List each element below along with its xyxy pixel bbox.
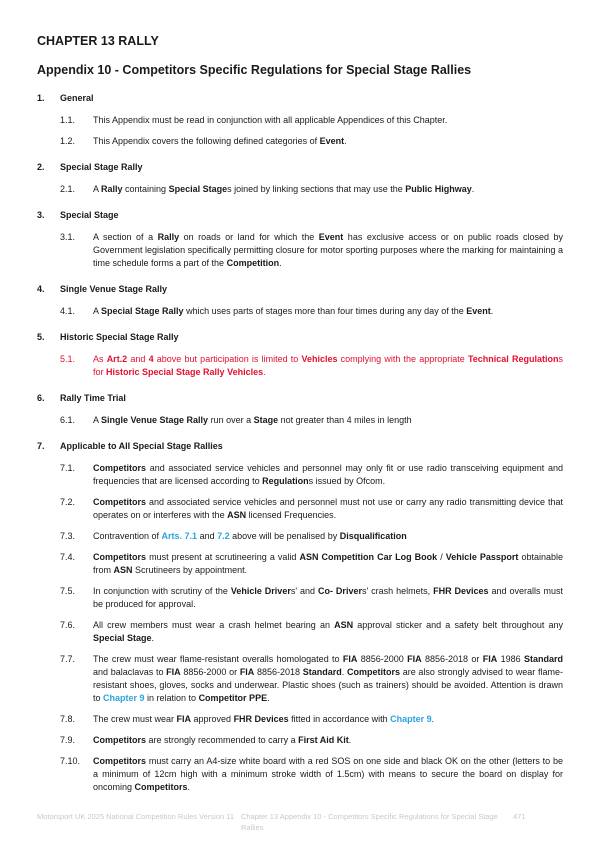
clause (60, 135, 563, 148)
text-run: which uses parts of stages more than four times during any day of the (183, 306, 467, 316)
text-run: . (431, 714, 435, 724)
clause-text (93, 353, 563, 379)
text-run: and (127, 354, 149, 364)
text-run: A (93, 306, 102, 316)
text-run: on roads or land for which the (179, 232, 319, 242)
text-run: This Appendix must be read in conjunction with all applicable Appendices of this Chapter. (93, 115, 448, 125)
clause (60, 653, 563, 705)
section-title: Rally Time Trial (60, 393, 126, 403)
clause-number: 7.9. (60, 735, 76, 745)
clause-text (93, 734, 563, 747)
section (37, 331, 563, 379)
defined-term: Regulation (262, 476, 309, 486)
defined-term: Special Stage (93, 633, 152, 643)
text-run: 8856-2018 (254, 667, 303, 677)
cross-reference-link[interactable]: Arts. 7.1 (161, 531, 198, 541)
defined-term: Event (318, 232, 344, 242)
defined-term: Competition (226, 258, 280, 268)
section-number: 5. (37, 332, 45, 342)
clause-number: 6.1. (60, 415, 76, 425)
defined-term: 4 (148, 354, 154, 364)
clause-number: 7.4. (60, 552, 76, 562)
text-run: are strongly recommended to carry a (146, 735, 299, 745)
clause (60, 530, 563, 543)
clause (60, 114, 563, 127)
section-number: 6. (37, 393, 45, 403)
defined-term: Competitors (93, 552, 147, 562)
clause-number: 7.8. (60, 714, 76, 724)
section-title: Historic Special Stage Rally (60, 332, 179, 342)
defined-term: Competitors (93, 497, 147, 507)
text-run: . (187, 782, 191, 792)
section-number: 7. (37, 441, 45, 451)
clause (60, 755, 563, 794)
section-number: 3. (37, 210, 45, 220)
defined-term: Rally (101, 184, 123, 194)
clause-number: 3.1. (60, 232, 76, 242)
section (37, 283, 563, 318)
defined-term: Event (466, 306, 491, 316)
text-run: s joined by linking sections that may use the (227, 184, 406, 194)
defined-term: FIA (239, 667, 255, 677)
section (37, 209, 563, 270)
defined-term: Vehicle Driver (230, 586, 291, 596)
defined-term: FIA (482, 654, 498, 664)
text-run: approved (191, 714, 234, 724)
defined-term: FIA (407, 654, 422, 664)
defined-term: Competitor PPE (198, 693, 268, 703)
text-run: and associated service vehicles and personnel may only fit or use radio transceiving equipment and frequencies that are licensed according to (93, 463, 563, 486)
text-run: s' crash helmets, (361, 586, 434, 596)
document-page (37, 34, 563, 802)
clause (60, 585, 563, 611)
section-title: Special Stage Rally (60, 162, 143, 172)
text-run: The crew must wear flame-resistant overalls homologated to (93, 654, 343, 664)
clause-number: 7.3. (60, 531, 76, 541)
clause (60, 619, 563, 645)
text-run: are also strongly advised to wear flame-resistant shoes, gloves, socks and underwear. Plastic shoes (such as trainers) should be avoided. Attention is drawn to (93, 667, 563, 703)
defined-term: Disqualification (339, 531, 407, 541)
defined-term: FHR Devices (433, 586, 489, 596)
defined-term: Standard (302, 667, 342, 677)
clause-text (93, 496, 563, 522)
section-heading (37, 331, 563, 344)
defined-term: First Aid Kit (298, 735, 349, 745)
chapter-title: CHAPTER 13 RALLY (37, 34, 159, 48)
text-run: In conjunction with scrutiny of the (93, 586, 231, 596)
text-run: 8856-2000 (357, 654, 408, 664)
section-heading (37, 440, 563, 453)
defined-term: FIA (342, 654, 358, 664)
defined-term: ASN (227, 510, 247, 520)
text-run: obtainable from (93, 552, 563, 575)
text-run: The crew must wear (93, 714, 177, 724)
defined-term: Standard (524, 654, 564, 664)
text-run: and (197, 531, 218, 541)
section-heading (37, 209, 563, 222)
cross-reference-link[interactable]: 7.2 (217, 531, 230, 541)
defined-term: Competitors (93, 735, 147, 745)
text-run: approval sticker and a safety belt throughout any (353, 620, 563, 630)
text-run: A (93, 184, 102, 194)
text-run: s' and (290, 586, 318, 596)
section (37, 161, 563, 196)
defined-term: Stage (253, 415, 279, 425)
text-run: 8856-2000 or (180, 667, 240, 677)
text-run: must present at scrutineering a valid (146, 552, 300, 562)
clause (60, 734, 563, 747)
text-run: . (279, 258, 282, 268)
text-run: s for (93, 354, 563, 377)
text-run: 8856-2018 or (421, 654, 483, 664)
text-run: must carry an A4-size white board with a red SOS on one side and black OK on the other (letters to be a minimum of 12cm high with a minimum stroke width of 1.5cm) with means to secure the board on display for oncoming (93, 756, 563, 792)
footer-publication: Motorsport UK 2025 National Competition Rules Version 11 (37, 812, 235, 821)
text-run: . (348, 735, 352, 745)
clause-text (93, 619, 563, 645)
clause (60, 305, 563, 318)
text-run: Scrutineers by appointment. (132, 565, 248, 575)
clause (60, 496, 563, 522)
clause-number: 7.10. (60, 756, 81, 766)
section (37, 92, 563, 148)
text-run: has exclusive access or on public roads closed by Government legislation specifically permitting closure for motor sporting purposes where the marking for maintaining a time schedule forms a part of the (93, 232, 564, 268)
defined-term: FHR Devices (233, 714, 289, 724)
defined-term: Single Venue Stage Rally (101, 415, 209, 425)
text-run: and associated service vehicles and personnel must not use or carry any radio transmitting device that operates on or interferes with the (93, 497, 563, 520)
text-run: complying with the appropriate (337, 354, 468, 364)
section (37, 392, 563, 427)
clause-number: 7.5. (60, 586, 76, 596)
text-run: licensed Frequencies. (246, 510, 337, 520)
text-run: in relation to (144, 693, 199, 703)
clause-text (93, 414, 563, 427)
defined-term: Technical Regulation (467, 354, 559, 364)
defined-term: ASN (334, 620, 354, 630)
defined-term: ASN (113, 565, 133, 575)
defined-term: Special Stage (168, 184, 228, 194)
section-title: Applicable to All Special Stage Rallies (60, 441, 223, 451)
defined-term: Competitors (93, 463, 147, 473)
footer-page-number: 471 (513, 812, 526, 821)
clause-text (93, 135, 563, 148)
clause-text (93, 462, 563, 488)
defined-term: Vehicles (301, 354, 338, 364)
clause (60, 414, 563, 427)
clause-number: 7.1. (60, 463, 76, 473)
text-run: All crew members must wear a crash helmet bearing an (93, 620, 335, 630)
defined-term: Competitors (346, 667, 400, 677)
clause-text (93, 114, 563, 127)
section-heading (37, 392, 563, 405)
defined-term: Special Stage Rally (101, 306, 184, 316)
text-run: and overalls must be produced for approval. (93, 586, 563, 609)
clause-number: 4.1. (60, 306, 76, 316)
clause-number: 7.2. (60, 497, 76, 507)
clause (60, 183, 563, 196)
clause-text (93, 653, 563, 705)
section-heading (37, 92, 563, 105)
text-run: containing (122, 184, 169, 194)
section-heading (37, 161, 563, 174)
section-title: Special Stage (60, 210, 119, 220)
clause (60, 462, 563, 488)
section-number: 1. (37, 93, 45, 103)
section-number: 4. (37, 284, 45, 294)
text-run: above will be penalised by (229, 531, 340, 541)
text-run: As (93, 354, 107, 364)
defined-term: Public Highway (405, 184, 472, 194)
cross-reference-link[interactable]: Chapter 9 (103, 693, 145, 703)
clause (60, 551, 563, 577)
clause-text (93, 713, 563, 726)
text-run: above but participation is limited to (153, 354, 302, 364)
defined-term: Competitors (93, 756, 147, 766)
text-run: 1986 (497, 654, 524, 664)
page-footer (37, 811, 563, 833)
clause-number: 1.1. (60, 115, 76, 125)
section-title: General (60, 93, 94, 103)
clause (60, 231, 563, 270)
defined-term: ASN Competition Car Log Book (299, 552, 438, 562)
text-run: This Appendix covers the following defined categories of (93, 136, 320, 146)
defined-term: Event (319, 136, 345, 146)
section-title: Single Venue Stage Rally (60, 284, 168, 294)
sections (37, 92, 563, 794)
text-run: . (490, 306, 494, 316)
clause-text (93, 530, 563, 543)
appendix-title: Appendix 10 - Competitors Specific Regulations for Special Stage Rallies (37, 63, 472, 77)
cross-reference-link[interactable]: Chapter 9 (390, 714, 432, 724)
footer-chapter: Chapter 13 Appendix 10 - Competitors Specific Regulations for Special Stage Rallies (241, 812, 498, 832)
defined-term: FIA (176, 714, 192, 724)
defined-term: FIA (166, 667, 181, 677)
text-run: . (341, 667, 347, 677)
defined-term: Art.2 (106, 354, 128, 364)
section-heading (37, 283, 563, 296)
text-run: . (344, 136, 347, 146)
text-run: Contravention of (93, 531, 162, 541)
defined-term: Co- Driver (317, 586, 362, 596)
clause-text (93, 305, 563, 318)
clause-text (93, 551, 563, 577)
clause-text (93, 755, 563, 794)
clause (60, 353, 563, 379)
clause-text (93, 585, 563, 611)
text-run: A section of a (93, 232, 158, 242)
clause-number: 7.6. (60, 620, 76, 630)
text-run: . (471, 184, 475, 194)
clause-number: 7.7. (60, 654, 76, 664)
clause-number: 1.2. (60, 136, 76, 146)
defined-term: Rally (157, 232, 180, 242)
defined-term: Vehicle Passport (445, 552, 519, 562)
clause-text (93, 183, 563, 196)
text-run: . (263, 367, 266, 377)
text-run: run over a (208, 415, 254, 425)
clause (60, 713, 563, 726)
section (37, 440, 563, 794)
clause-number: 5.1. (60, 354, 76, 364)
text-run: not greater than 4 miles in length (278, 415, 412, 425)
defined-term: Historic Special Stage Rally Vehicles (106, 367, 264, 377)
text-run: and balaclavas to (93, 667, 167, 677)
text-run: . (151, 633, 155, 643)
text-run: fitted in accordance with (288, 714, 391, 724)
section-number: 2. (37, 162, 45, 172)
clause-number: 2.1. (60, 184, 76, 194)
text-run: s issued by Ofcom. (308, 476, 386, 486)
text-run: / (437, 552, 446, 562)
text-run: . (267, 693, 270, 703)
defined-term: Competitors (134, 782, 188, 792)
clause-text (93, 231, 563, 270)
text-run: A (93, 415, 102, 425)
